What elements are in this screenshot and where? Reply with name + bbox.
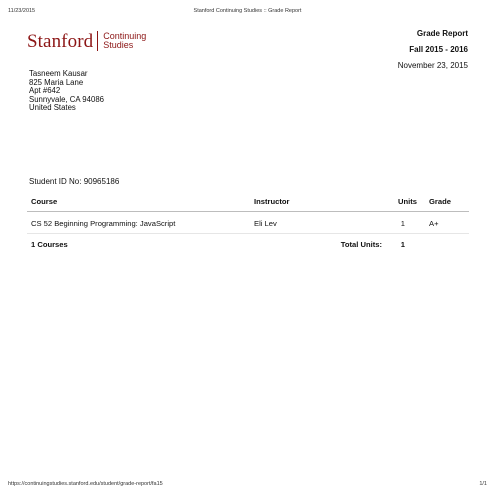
course-cell: CS 52 Beginning Programming: JavaScript	[31, 219, 176, 228]
instructor-cell: Eli Lev	[254, 219, 277, 228]
column-header-instructor: Instructor	[254, 197, 290, 206]
logo-divider	[97, 31, 98, 51]
print-url: https://continuingstudies.stanford.edu/student/grade-report/fa15	[8, 481, 163, 487]
logo-subtitle-line-1: Continuing	[103, 30, 147, 41]
report-date: November 23, 2015	[397, 61, 468, 70]
print-page-number: 1/1	[479, 481, 487, 487]
total-units-label: Total Units:	[340, 240, 382, 249]
table-row-rule	[27, 233, 469, 234]
mailing-address	[29, 70, 104, 113]
stanford-continuing-studies-logo	[27, 30, 146, 52]
address-city: Sunnyvale, CA 94086	[29, 94, 104, 104]
units-cell: 1	[400, 219, 405, 228]
address-street: 825 Maria Lane	[29, 77, 84, 87]
logo-subtitle-line-2: Studies	[103, 40, 134, 50]
address-apt: Apt #642	[29, 86, 61, 95]
grade-cell: A+	[429, 219, 439, 228]
logo-wordmark: Stanford	[27, 30, 94, 52]
report-term: Fall 2015 - 2016	[409, 45, 468, 54]
column-header-grade: Grade	[429, 197, 451, 206]
print-page-title: Stanford Continuing Studies :: Grade Report	[193, 8, 302, 14]
print-date: 11/23/2015	[8, 8, 36, 14]
address-name: Tasneem Kausar	[29, 69, 88, 78]
course-count: 1 Courses	[31, 240, 68, 249]
report-title: Grade Report	[416, 29, 468, 38]
table-header-rule	[27, 211, 469, 212]
column-header-course: Course	[31, 197, 58, 206]
student-id: Student ID No: 90965186	[29, 177, 120, 186]
address-country: United States	[29, 103, 76, 112]
logo-subtitle	[103, 32, 146, 51]
column-header-units: Units	[398, 197, 417, 206]
total-units-value: 1	[400, 240, 405, 249]
